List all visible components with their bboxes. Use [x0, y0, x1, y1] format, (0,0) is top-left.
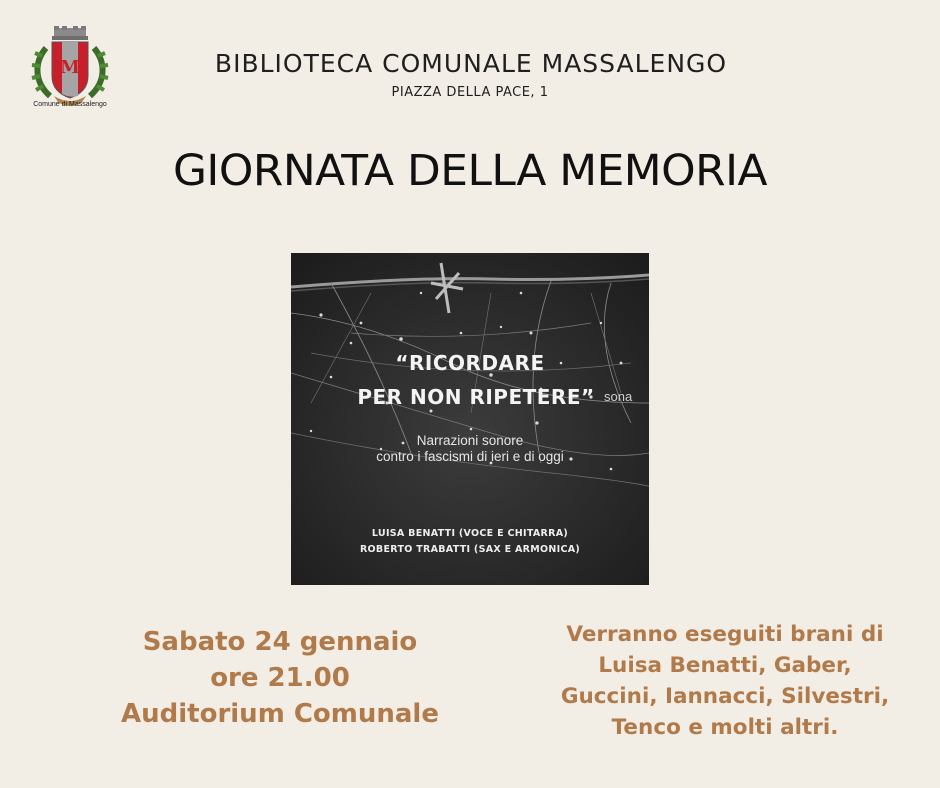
program-line-1: Verranno eseguiti brani di — [566, 622, 884, 647]
event-details — [80, 624, 480, 732]
event-time: ore 21.00 — [210, 663, 350, 693]
program-description — [520, 619, 930, 743]
program-line-4: Tenco e molti altri. — [611, 715, 839, 740]
poster-faded-text: sona — [604, 389, 633, 404]
poster-subtitle-line-2: contro i fascismi di ieri e di oggi — [376, 449, 564, 464]
program-line-3: Guccini, Iannacci, Silvestri, — [560, 684, 890, 709]
poster-credit-line-1: LUISA BENATTI (VOCE E CHITARRA) — [371, 528, 569, 539]
svg-text:M: M — [60, 57, 80, 78]
poster-quote-line-1: “RICORDARE — [395, 351, 545, 375]
poster-subtitle-line-1: Narrazioni sonore — [416, 433, 524, 448]
poster-credit-line-2: ROBERTO TRABATTI (SAX E ARMONICA) — [359, 544, 581, 555]
crest-caption: Comune di Massalengo — [33, 101, 107, 108]
poster-quote-line-2: PER NON RIPETERE” — [357, 385, 595, 409]
event-title: GIORNATA DELLA MEMORIA — [172, 146, 768, 196]
library-address: PIAZZA DELLA PACE, 1 — [391, 85, 549, 100]
event-date: Sabato 24 gennaio — [142, 627, 418, 657]
event-poster-image — [291, 253, 649, 585]
event-venue: Auditorium Comunale — [121, 699, 439, 729]
program-line-2: Luisa Benatti, Gaber, — [598, 653, 852, 678]
library-name: BIBLIOTECA COMUNALE MASSALENGO — [214, 49, 728, 78]
